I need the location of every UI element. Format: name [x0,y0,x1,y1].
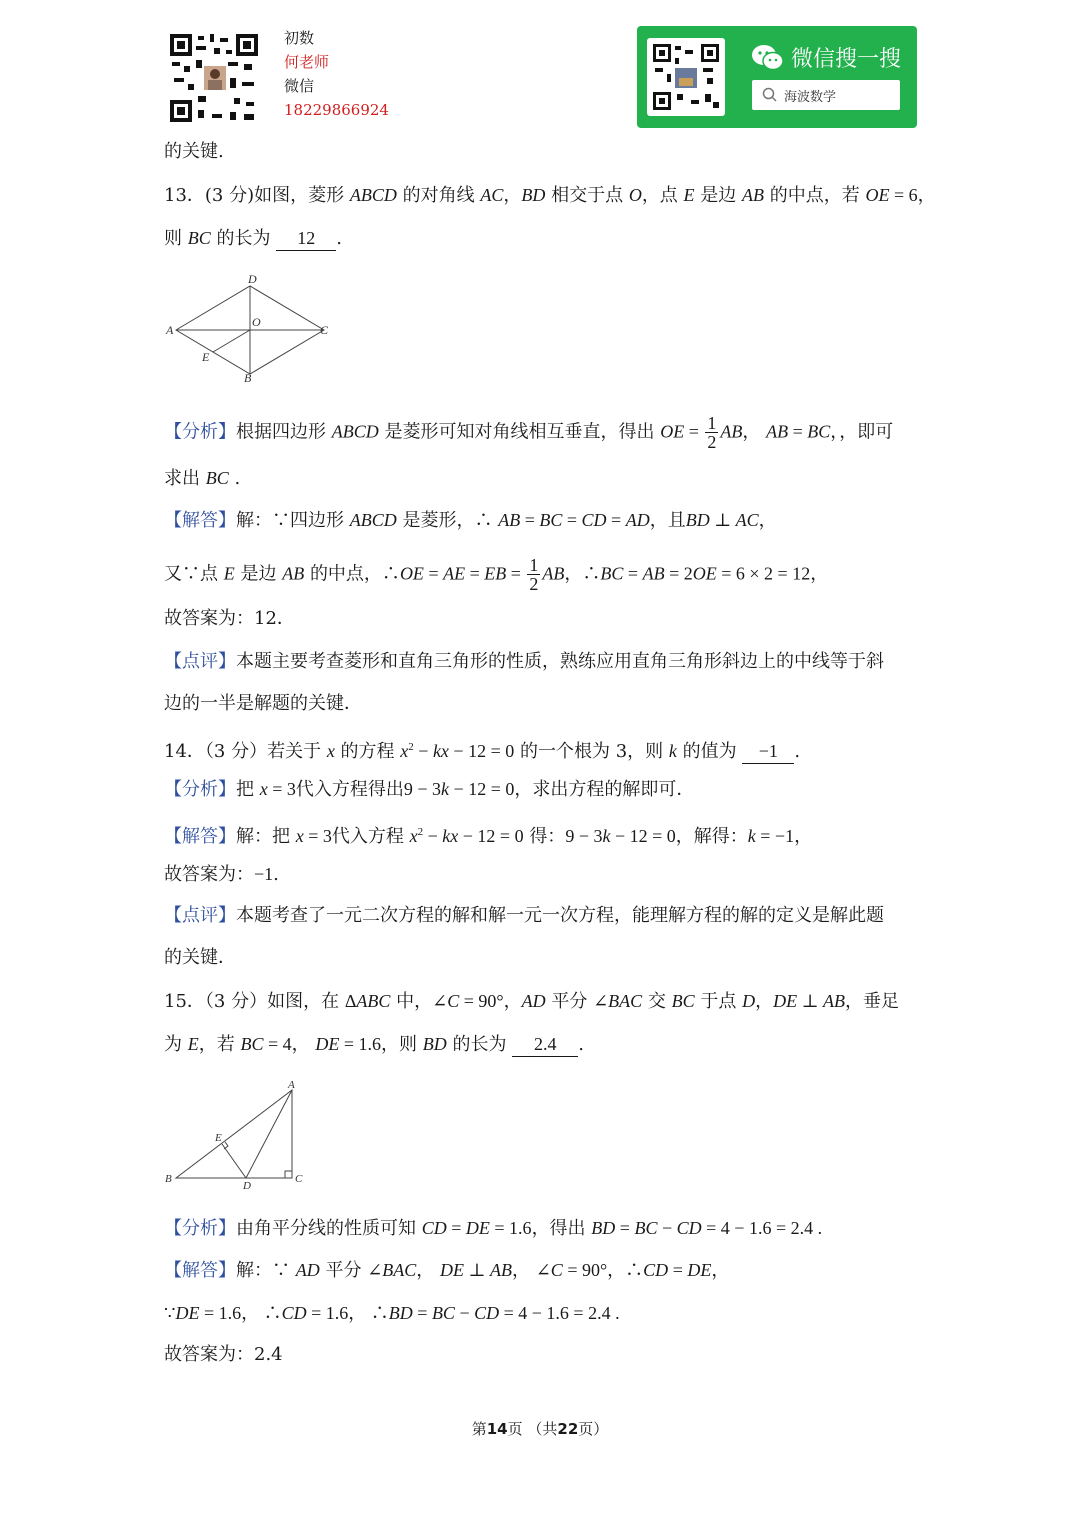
analysis-13-line2: 求出 BC . [164,468,241,489]
solution-13-line2: 又∵点 E 是边 AB 的中点，∴OE = AE = EB = $\frac{1}{2}$ AB，∴BC = AB = 2OE = 6 × 2 = 12， [164,555,829,594]
final-answer-13: 故答案为：12． [164,608,295,629]
question-15-line2: 为 E，若 BC = 4， DE = 1.6，则 BD 的长为 2.4 . [164,1034,584,1055]
analysis-13: 【分析】根据四边形 ABCD 是菱形可知对角线相互垂直，得出 OE = $\frac{1}{2}$ AB， AB = BC，，即可 [164,413,894,452]
final-answer-14: 故答案为：−1. [164,864,279,885]
comment-14-line2: 的关键． [164,947,236,968]
label-e: E [202,350,210,364]
qr-code-right [647,38,725,116]
label-a: A [166,323,174,337]
label-d: D [248,272,257,286]
answer-13: 12 [276,226,336,251]
solution-15: 【解答】解：∵ AD 平分 ∠BAC， DE ⊥ AB， ∠C = 90°，∴CD = DE， [164,1260,730,1281]
current-page: 14 [486,1420,508,1438]
comment-14: 【点评】本题考查了一元二次方程的解和解一元一次方程，能理解方程的解的定义是解此题 [164,905,884,926]
solution-13: 【解答】解：∵四边形 ABCD 是菱形，∴ AB = BC = CD = AD，且BD ⊥ AC， [164,510,777,531]
wechat-search-banner[interactable] [637,26,917,128]
label-b: B [244,371,252,385]
analysis-14: 【分析】把 x = 3代入方程得出9 − 3k − 12 = 0，求出方程的解即可． [164,779,695,800]
label-b: B [165,1173,172,1185]
wechat-search-input[interactable] [752,80,900,110]
comment-13-line2: 边的一半是解题的关键． [164,693,362,714]
wechat-search-text: 海波数学 [784,90,837,105]
qr-code-left [168,32,260,124]
comment-13: 【点评】本题主要考查菱形和直角三角形的性质，熟练应用直角三角形斜边上的中线等于斜 [164,651,884,672]
label-c: C [295,1173,303,1185]
total-pages: 22 [557,1420,579,1438]
wechat-search-title: 微信搜一搜 [791,47,902,72]
figure-rhombus [160,268,340,388]
answer-15: 2.4 [512,1032,578,1057]
label-c: C [320,323,329,337]
question-15: 15．（3 分）如图，在 ΔABC 中，∠C = 90°，AD 平分 ∠BAC 交 BC 于点 D，DE ⊥ AB，垂足 [164,991,900,1012]
text-line: 的关键. [164,141,224,162]
question-13-line2: 则 BC 的长为 12 . [164,228,342,249]
label-a: A [288,1079,295,1091]
contact-phone: 18229866924 [284,101,389,119]
contact-wechat-label: 微信 [284,77,315,95]
question-13: 13．(3 分)如图，菱形 ABCD 的对角线 AC，BD 相交于点 O，点 E 是边 AB 的中点，若 OE = 6， [164,185,936,206]
wechat-logo-icon [751,44,785,72]
solution-15-line2: ∵DE = 1.6， ∴CD = 1.6， ∴BD = BC − CD = 4 − 1.6 = 2.4 . [164,1303,620,1323]
answer-14: −1 [742,739,794,764]
page-footer: 第14页 （共22页） [471,1420,609,1438]
contact-subject: 初数 [284,29,315,47]
label-o: O [252,315,261,329]
solution-14: 【解答】解：把 x = 3代入方程 $x^2$ − kx − 12 = 0 得：9 − 3k − 12 = 0，解得：k = −1， [164,826,813,847]
contact-teacher: 何老师 [284,53,330,71]
analysis-15: 【分析】由角平分线的性质可知 CD = DE = 1.6，得出 BD = BC − CD = 4 − 1.6 = 2.4 . [164,1218,823,1239]
search-icon [762,87,778,103]
final-answer-15: 故答案为：2.4 [164,1344,283,1365]
question-14: 14．（3 分）若关于 x 的方程 $x^2$ − kx − 12 = 0 的一个根为 3，则 k 的值为 −1 . [164,741,801,762]
label-d: D [243,1180,251,1192]
label-e: E [215,1132,222,1144]
figure-right-triangle [160,1076,310,1192]
